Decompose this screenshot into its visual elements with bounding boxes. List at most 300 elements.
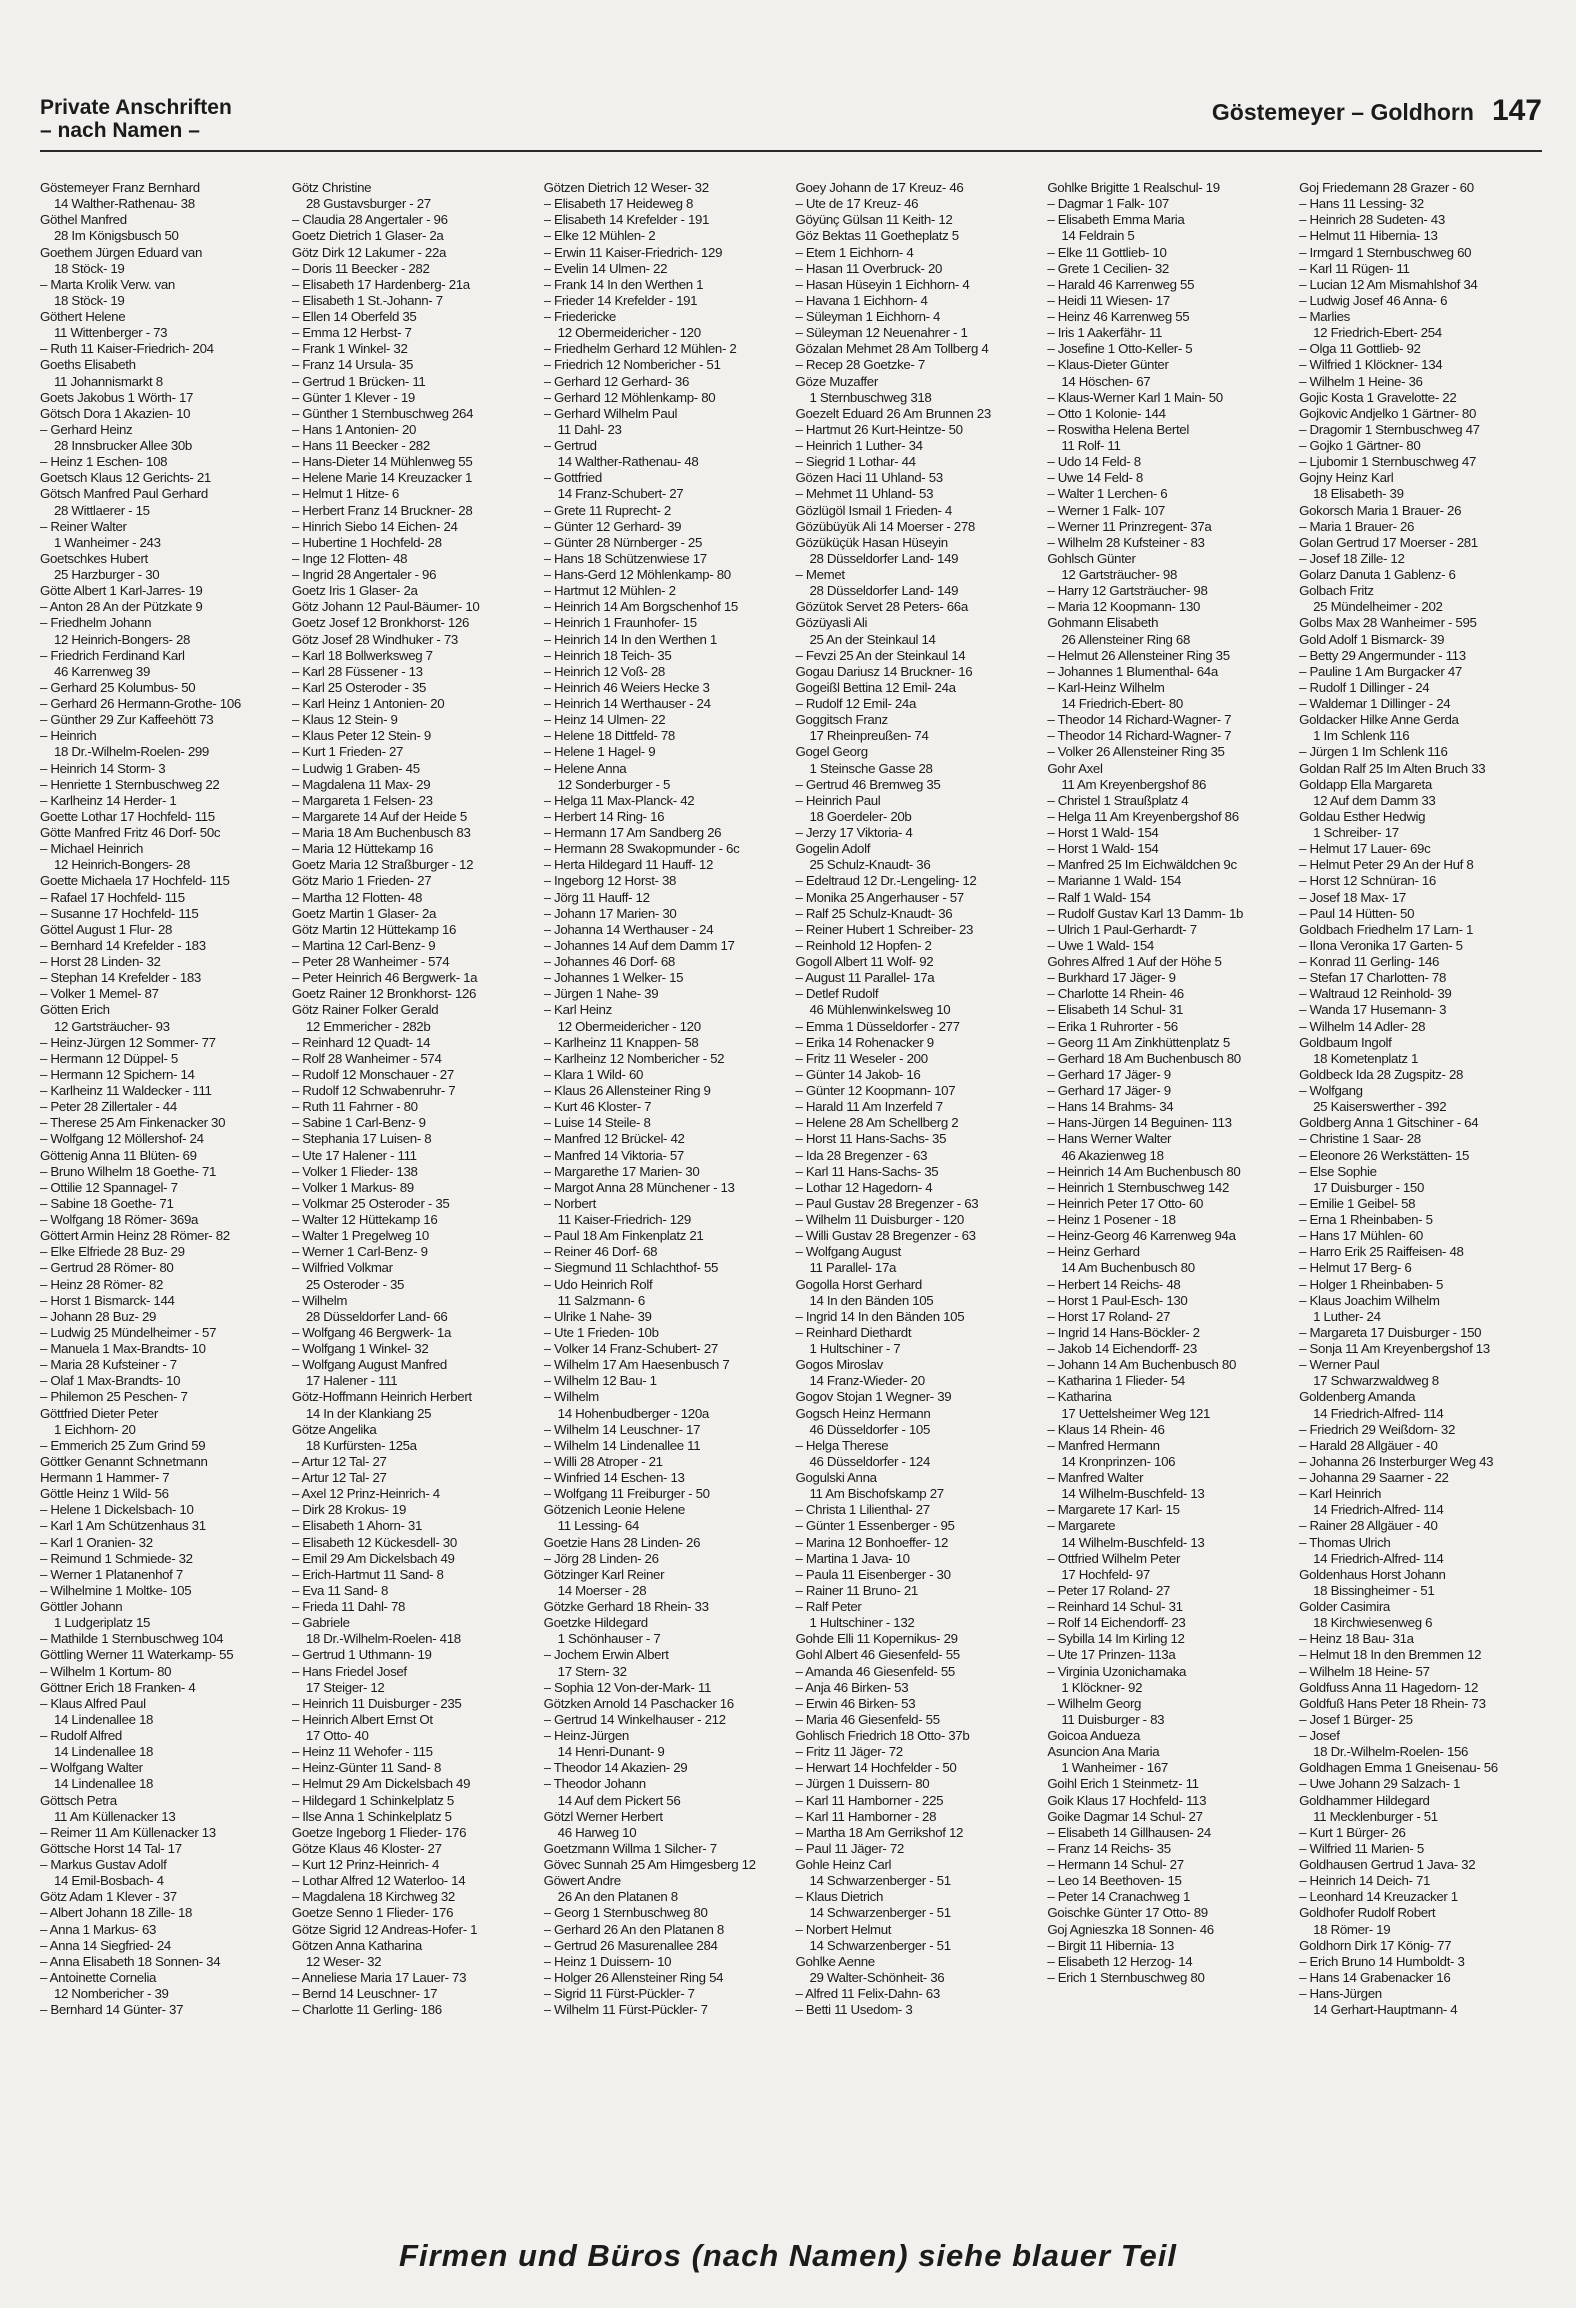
directory-entry-line: – Jörg 11 Hauff- 12 [543,889,650,905]
directory-entry-line: – Heinrich Albert Ernst Ot [291,1711,433,1727]
directory-entry-line: Gogau Dariusz 14 Bruckner- 16 [795,663,973,679]
directory-entry-line: – Ulrich 1 Paul-Gerhardt- 7 [1047,921,1197,937]
directory-entry-line: Goldberg Anna 1 Gitschiner - 64 [1299,1115,1479,1131]
directory-entry-line: – Heinz 14 Ulmen- 22 [543,712,666,728]
directory-entry-line: 28 Im Königsbusch 50 [54,228,179,244]
directory-entry-line: Gojic Kosta 1 Gravelotte- 22 [1299,389,1457,405]
directory-entry-line: Gohde Elli 11 Kopernikus- 29 [795,1631,958,1647]
directory-entry-line: – Betti 11 Usedom- 3 [795,2002,913,2018]
directory-entry-line: – Fevzi 25 An der Steinkaul 14 [795,647,966,663]
directory-entry-line: Goischke Günter 17 Otto- 89 [1047,1905,1208,1921]
directory-entry-line: 11 Dahl- 23 [557,421,622,437]
directory-entry-line: – Wolfgang 1 Winkel- 32 [291,1341,429,1356]
directory-entry-line: – Mehmet 11 Uhland- 53 [795,486,934,502]
directory-entry-line: – Heinz 1 Eschen- 108 [40,454,168,470]
directory-entry-line: – Josef 18 Zille- 12 [1299,550,1405,566]
directory-entry-line: – Rainer 11 Bruno- 21 [795,1582,918,1598]
directory-entry-line: – Amanda 46 Giesenfeld- 55 [795,1663,955,1679]
directory-entry-line: Goetz Iris 1 Glaser- 2a [291,583,418,599]
directory-entry-line: – Peter 28 Wanheimer - 574 [291,954,450,969]
directory-entry-line: – Thomas Ulrich [1299,1534,1391,1550]
directory-entry-line: Göttler Johann [40,1599,123,1614]
directory-entry-line: – Horst 12 Schnüran- 16 [1299,873,1436,889]
directory-entry-line: Göttel August 1 Flur- 28 [40,921,173,937]
directory-entry-line: – Kurt 12 Prinz-Heinrich- 4 [291,1857,440,1872]
directory-entry-line: – Elisabeth 14 Schul- 31 [1047,1002,1184,1018]
directory-entry-line: – Ljubomir 1 Sternbuschweg 47 [1299,454,1476,470]
directory-entry-line: – Johannes 14 Auf dem Damm 17 [543,937,735,953]
directory-entry-line: – Ludwig 1 Graben- 45 [291,760,420,776]
directory-entry-line: – Wilhelm 28 Kufsteiner - 83 [1047,534,1205,550]
directory-entry-line: Gogel Georg [795,744,868,760]
directory-entry-line: Goetz Rainer 12 Bronkhorst- 126 [291,986,477,1002]
directory-entry-line: – Horst 1 Wald- 154 [1047,825,1159,840]
directory-entry-line: Goggitsch Franz [795,712,888,728]
directory-entry-line: – Ottilie 12 Spannagel- 7 [40,1179,178,1195]
directory-entry-line: – Paul 11 Jäger- 72 [795,1840,904,1856]
directory-entry-line: Göttle Heinz 1 Wild- 56 [40,1486,169,1502]
directory-entry-line: – Doris 11 Beecker - 282 [291,260,430,276]
directory-entry-line: Goetze Senno 1 Flieder- 176 [291,1905,454,1921]
directory-entry-line: 1 Sternbuschweg 318 [809,389,932,405]
directory-entry-line: – Volker 26 Allensteiner Ring 35 [1047,744,1225,760]
directory-entry-line: – Günter 1 Essenberger - 95 [795,1518,955,1534]
directory-entry-line: Götze Angelika [291,1421,377,1437]
section-heading [40,96,232,142]
directory-entry-line: – Heinz 1 Posener - 18 [1047,1212,1176,1227]
directory-entry-line: 14 Wilhelm-Buschfeld- 13 [1061,1534,1205,1550]
directory-entry-line: – Martha 12 Flotten- 48 [291,889,422,905]
directory-entry-line: – Erika 14 Rohenacker 9 [795,1034,934,1050]
directory-entry-line: – Ingeborg 12 Horst- 38 [543,873,677,889]
directory-column [292,180,543,2235]
directory-entry-line: 46 Düsseldorfer - 124 [809,1453,931,1469]
directory-entry-line: Gözütok Servet 28 Peters- 66a [795,599,968,615]
directory-entry-line: – Harald 28 Allgäuer - 40 [1299,1437,1438,1453]
directory-entry-line: Götten Erich [40,1002,110,1018]
directory-entry-line: – Wilhelm [291,1292,348,1308]
directory-entry-line: – Horst 28 Linden- 32 [40,954,161,969]
directory-entry-line: – Antoinette Cornelia [40,1969,157,1985]
directory-entry-line: – Roswitha Helena Bertel [1047,421,1189,437]
directory-entry-line: – Wilhelm [543,1389,599,1405]
directory-entry-line: – Wilhelm 1 Kortum- 80 [40,1663,172,1679]
directory-entry-line: – Martina 1 Java- 10 [795,1550,910,1566]
directory-entry-line: – Anneliese Maria 17 Lauer- 73 [291,1969,467,1985]
directory-entry-line: – Heinrich 11 Duisburger - 235 [291,1695,462,1711]
directory-entry-line: – Frieda 11 Dahl- 78 [291,1599,406,1614]
directory-entry-line: – Peter 28 Zillertaler - 44 [40,1099,177,1115]
directory-entry-line: – Elisabeth 12 Kückesdell- 30 [291,1534,457,1550]
directory-entry-line: – Recep 28 Goetzke- 7 [795,357,925,373]
directory-entry-line: – Johann 14 Am Buchenbusch 80 [1047,1357,1237,1373]
directory-entry-line: – Gertrud [543,438,597,453]
directory-entry-line: Gogulski Anna [795,1470,877,1485]
directory-entry-line: Göttsche Horst 14 Tal- 17 [40,1840,182,1856]
directory-entry-line: – Memet [795,567,845,582]
directory-entry-line: – Alfred 11 Felix-Dahn- 63 [795,1986,940,2001]
directory-entry-line: – Evelin 14 Ulmen- 22 [543,260,668,276]
directory-entry-line: – Wilhelm 18 Heine- 57 [1299,1663,1430,1679]
directory-entry-line: – Otto 1 Kolonie- 144 [1047,405,1166,421]
directory-entry-line: 18 Stöck- 19 [54,260,125,276]
directory-entry-line: – Havana 1 Eichhorn- 4 [795,292,928,308]
directory-entry-line: – Artur 12 Tal- 27 [291,1470,387,1485]
directory-entry-line: – Friedericke [543,309,616,324]
directory-entry-line: – Günter 14 Jakob- 16 [795,1066,921,1082]
directory-entry-line: – Sigrid 11 Fürst-Pückler- 7 [543,1986,695,2001]
directory-entry-line: – Wolfgang August Manfred [291,1357,447,1373]
directory-entry-line: 1 Im Schlenk 116 [1313,728,1410,744]
directory-entry-line: – Sabine 18 Goethe- 71 [40,1195,174,1211]
directory-entry-line: 12 Obermeidericher - 120 [557,1018,701,1034]
directory-entry-line: – Erna 1 Rheinbaben- 5 [1299,1212,1433,1227]
directory-entry-line: 12 Nombericher - 39 [54,1986,169,2001]
directory-entry-line: 14 In den Bänden 105 [809,1292,934,1308]
directory-entry-line: – Wilhelm 11 Fürst-Pückler- 7 [543,2002,708,2018]
directory-entry-line: Götzen Dietrich 12 Weser- 32 [543,180,709,195]
directory-entry-line: – Ute de 17 Kreuz- 46 [795,196,919,212]
directory-entry-line: – Süleyman 1 Eichhorn- 4 [795,309,941,324]
directory-entry-line: – Anton 28 An der Pützkate 9 [40,599,203,615]
directory-entry-line: – Franz 14 Reichs- 35 [1047,1840,1171,1856]
directory-entry-line: – Kurt 46 Kloster- 7 [543,1099,652,1115]
directory-entry-line: 18 Römer- 19 [1313,1921,1391,1937]
directory-entry-line: Götz Josef 28 Windhuker - 73 [291,631,458,647]
directory-entry-line: – Konrad 11 Gerling- 146 [1299,954,1440,969]
directory-entry-line: – Klaus 12 Stein- 9 [291,712,398,728]
directory-entry-line: Göze Muzaffer [795,373,878,389]
directory-entry-line: – Rudolf 12 Emil- 24a [795,696,917,711]
directory-entry-line: – Etem 1 Eichhorn- 4 [795,244,914,260]
directory-entry-line: Gojny Heinz Karl [1299,470,1394,486]
directory-entry-line: 14 Franz-Wieder- 20 [809,1373,925,1389]
directory-entry-line: – Margarete 14 Auf der Heide 5 [291,808,467,824]
directory-entry-line: – Hermann 28 Swakopmunder - 6c [543,841,740,857]
directory-column [544,180,795,2235]
directory-entry-line: – Marina 12 Bonhoeffer- 12 [795,1534,949,1550]
directory-entry-line: – Horst 1 Wald- 154 [1047,841,1159,857]
directory-entry-line: – Ilona Veronika 17 Garten- 5 [1299,937,1463,953]
directory-entry-line: – Martha 18 Am Gerrikshof 12 [795,1824,964,1840]
directory-entry-line: – Ulrike 1 Nahe- 39 [543,1308,652,1324]
directory-entry-line: – Hubertine 1 Hochfeld- 28 [291,534,442,550]
directory-entry-line: – Helga 11 Am Kreyenbergshof 86 [1047,808,1239,824]
directory-entry-line: – Friedrich 12 Nombericher - 51 [543,357,721,373]
directory-entry-line: 11 Rolf- 11 [1061,438,1121,453]
directory-entry-line: Goetz Maria 12 Straßburger - 12 [291,857,474,873]
directory-entry-line: – Siegmund 11 Schlachthof- 55 [543,1260,719,1276]
directory-entry-line: Gohle Heinz Carl [795,1857,892,1872]
directory-entry-line: – Margot Anna 28 Münchener - 13 [543,1179,735,1195]
directory-entry-line: – Ottfried Wilhelm Peter [1047,1550,1181,1566]
directory-entry-line: – Helene 18 Dittfeld- 78 [543,728,675,744]
directory-entry-line: 11 Kaiser-Friedrich- 129 [557,1212,691,1227]
directory-entry-line: Golan Gertrud 17 Moerser - 281 [1299,534,1478,550]
directory-entry-line: – Heinz Gerhard [1047,1244,1140,1260]
directory-entry-line: Gogsch Heinz Hermann [795,1405,931,1421]
directory-entry-line: Goethem Jürgen Eduard van [40,244,202,260]
directory-entry-line: – Helga Therese [795,1437,889,1453]
directory-entry-line: – Maria 12 Koopmann- 130 [1047,599,1201,615]
directory-entry-line: – Bernhard 14 Krefelder - 183 [40,937,206,953]
directory-entry-line: – Wilfried 1 Klöckner- 134 [1299,357,1443,373]
directory-entry-line: – Walter 12 Hüttekamp 16 [291,1212,438,1227]
directory-entry-line: 14 Lindenallee 18 [54,1711,154,1727]
directory-entry-line: – Hans 18 Schützenwiese 17 [543,550,707,566]
directory-entry-line: – Friedrich Ferdinand Karl [40,647,185,663]
directory-entry-line: – Manfred 14 Viktoria- 57 [543,1147,684,1163]
directory-entry-line: – Kurt 1 Bürger- 26 [1299,1824,1406,1840]
directory-entry-line: Goetzie Hans 28 Linden- 26 [543,1534,701,1550]
directory-entry-line: – Gerhard Heinz [40,421,133,437]
directory-entry-line: Gogov Stojan 1 Wegner- 39 [795,1389,952,1405]
directory-entry-line: – Lothar Alfred 12 Waterloo- 14 [291,1873,466,1889]
directory-entry-line: Goldau Esther Hedwig [1299,808,1426,824]
directory-entry-line: – Uwe 1 Wald- 154 [1047,937,1154,953]
directory-entry-line: Gohres Alfred 1 Auf der Höhe 5 [1047,954,1222,969]
directory-entry-line: – Gertrud 46 Bremweg 35 [795,776,941,792]
directory-entry-line: – Heinz-Günter 11 Sand- 8 [291,1760,442,1776]
directory-entry-line: – Elke 12 Mühlen- 2 [543,228,656,244]
directory-entry-line: – Jakob 14 Eichendorff- 23 [1047,1341,1197,1356]
directory-entry-line: – Josef 1 Bürger- 25 [1299,1711,1413,1727]
directory-entry-line: – Stefan 17 Charlotten- 78 [1299,970,1447,986]
directory-entry-line: 18 Dr.-Wilhelm-Roelen- 299 [54,744,209,760]
directory-entry-line: – Karlheinz 12 Nombericher - 52 [543,1050,725,1066]
directory-entry-line: – Maria 46 Giesenfeld- 55 [795,1711,940,1727]
directory-entry-line: – Klaus 26 Allensteiner Ring 9 [543,1083,711,1098]
directory-entry-line: – Udo Heinrich Rolf [543,1276,653,1292]
directory-entry-line: Götsch Manfred Paul Gerhard [40,486,208,502]
directory-entry-line: – Theodor Johann [543,1776,646,1792]
directory-entry-line: – Albert Johann 18 Zille- 18 [40,1905,193,1921]
directory-entry-line: – Reinhard 14 Schul- 31 [1047,1599,1183,1614]
directory-entry-line: – Friedhelm Gerhard 12 Mühlen- 2 [543,341,737,357]
directory-entry-line: – Heinrich 14 Storm- 3 [40,760,166,776]
directory-entry-line: 1 Steinsche Gasse 28 [809,760,933,776]
directory-entry-line: – Iris 1 Aakerfähr- 11 [1047,325,1163,341]
directory-entry-line: – Elisabeth 17 Heideweg 8 [543,196,694,212]
directory-entry-line: Götte Manfred Fritz 46 Dorf- 50c [40,825,221,840]
directory-entry-line: Götze Klaus 46 Kloster- 27 [291,1840,442,1856]
directory-entry-line: – Hasan 11 Overbruck- 20 [795,260,943,276]
directory-entry-line: – Gabriele [291,1615,350,1631]
directory-entry-line: – Helmut Peter 29 An der Huf 8 [1299,857,1474,873]
directory-entry-line: – Luise 14 Steile- 8 [543,1115,651,1131]
directory-entry-line: 14 Schwarzenberger - 51 [809,1937,951,1953]
directory-entry-line: – Dagmar 1 Falk- 107 [1047,196,1169,212]
directory-entry-line: 11 Am Bischofskamp 27 [809,1486,944,1502]
directory-entry-line: – Helmut 17 Lauer- 69c [1299,841,1431,857]
directory-entry-line: – Harro Erik 25 Raiffeisen- 48 [1299,1244,1464,1260]
directory-entry-line: – Ingrid 28 Angertaler - 96 [291,567,437,582]
directory-entry-line: Goldhagen Emma 1 Gneisenau- 56 [1299,1760,1498,1776]
directory-entry-line: – Gerhard 17 Jäger- 9 [1047,1083,1171,1098]
directory-entry-line: 28 Düsseldorfer Land- 149 [809,583,959,599]
directory-entry-line: 11 Salzmann- 6 [557,1292,645,1308]
directory-entry-line: – Ute 17 Halener - 111 [291,1147,417,1163]
directory-entry-line: Göstemeyer Franz Bernhard [40,180,200,195]
directory-entry-line: – Gerhard 25 Kolumbus- 50 [40,679,196,695]
directory-entry-line: – Karl 18 Bollwerksweg 7 [291,647,433,663]
directory-entry-line: – Bernd 14 Leuschner- 17 [291,1986,438,2001]
directory-column [1047,180,1298,2235]
directory-entry-line: – Elisabeth 14 Gillhausen- 24 [1047,1824,1211,1840]
directory-entry-line: – Hartmut 26 Kurt-Heintze- 50 [795,421,963,437]
directory-entry-line: – Rolf 14 Eichendorff- 23 [1047,1615,1186,1631]
directory-entry-line: Göwert Andre [543,1873,621,1889]
directory-entry-line: – Margarete 17 Karl- 15 [1047,1502,1180,1518]
directory-entry-line: – Werner 1 Platanenhof 7 [40,1566,183,1582]
directory-entry-line: – Else Sophie [1299,1163,1377,1179]
directory-entry-line: Göttling Werner 11 Waterkamp- 55 [40,1647,234,1663]
directory-entry-line: Göthert Helene [40,309,126,324]
directory-entry-line: 11 Duisburger - 83 [1061,1711,1165,1727]
directory-entry-line: Gohmann Elisabeth [1047,615,1159,631]
directory-entry-line: 17 Halener - 111 [305,1373,398,1389]
directory-entry-line: Goetz Martin 1 Glaser- 2a [291,905,437,921]
directory-entry-line: Gözlügöl Ismail 1 Frieden- 4 [795,502,952,518]
directory-entry-line: 1 Wanheimer - 243 [54,534,161,550]
directory-entry-line: – Hildegard 1 Schinkelplatz 5 [291,1792,454,1808]
directory-entry-line: – Heinrich 12 Voß- 28 [543,663,665,679]
directory-entry-line: – Axel 12 Prinz-Heinrich- 4 [291,1486,440,1502]
directory-entry-line: Göttfried Dieter Peter [40,1405,158,1421]
directory-entry-line: – Herbert Franz 14 Bruckner- 28 [291,502,473,518]
directory-entry-line: – Heinz-Jürgen [543,1728,629,1743]
directory-entry-line: – Maria 28 Kufsteiner - 7 [40,1357,177,1373]
directory-entry-line: – Sybilla 14 Im Kirling 12 [1047,1631,1185,1647]
directory-entry-line: – Volker 14 Franz-Schubert- 27 [543,1341,718,1356]
directory-entry-line: – Günter 12 Gerhard- 39 [543,518,682,534]
directory-entry-line: – Johanna 29 Saarner - 22 [1299,1470,1449,1485]
directory-entry-line: – Ruth 11 Kaiser-Friedrich- 204 [40,341,214,357]
directory-entry-line: – Helene 28 Am Schellberg 2 [795,1115,959,1131]
directory-entry-line: – Birgit 11 Hibernia- 13 [1047,1937,1174,1953]
directory-entry-line: Götz-Hoffmann Heinrich Herbert [291,1389,472,1405]
directory-entry-line: – Johannes 1 Welker- 15 [543,970,684,986]
directory-entry-line: Gözen Haci 11 Uhland- 53 [795,470,943,486]
directory-entry-line: – Rudolf 12 Monschauer - 27 [291,1066,454,1082]
directory-entry-line: – Horst 1 Bismarck- 144 [40,1292,175,1308]
directory-entry-line: Göttker Genannt Schnetmann [40,1453,208,1469]
directory-entry-line: – Monika 25 Angerhauser - 57 [795,889,964,905]
directory-entry-line: – Anna 1 Markus- 63 [40,1921,157,1937]
directory-entry-line: – Rudolf 1 Dillinger - 24 [1299,679,1430,695]
directory-entry-line: Götzen Anna Katharina [291,1937,422,1953]
directory-entry-line: – Klaus Dietrich [795,1889,884,1905]
directory-entry-line: – Waltraud 12 Reinhold- 39 [1299,986,1452,1002]
directory-entry-line: – Manfred 12 Brückel- 42 [543,1131,685,1147]
directory-entry-line: – Manuela 1 Max-Brandts- 10 [40,1341,206,1356]
directory-entry-line: 14 Lindenallee 18 [54,1744,154,1760]
directory-entry-line: Goldapp Ella Margareta [1299,776,1432,792]
directory-entry-line: 12 Auf dem Damm 33 [1313,792,1436,808]
directory-entry-line: – Ute 17 Prinzen- 113a [1047,1647,1176,1663]
directory-entry-line: – Herwart 14 Hochfelder - 50 [795,1760,957,1776]
directory-entry-line: – Heinrich 1 Fraunhofer- 15 [543,615,697,631]
directory-entry-line: – Gerhard Wilhelm Paul [543,405,678,421]
directory-entry-line: – Karlheinz 14 Herder- 1 [40,792,177,808]
directory-entry-line: Götze Sigrid 12 Andreas-Hofer- 1 [291,1921,478,1937]
directory-entry-line: – Eva 11 Sand- 8 [291,1582,388,1598]
directory-entry-line: 14 Schwarzenberger - 51 [809,1905,951,1921]
directory-entry-line: – Peter 14 Cranachweg 1 [1047,1889,1191,1905]
directory-entry-line: – Helene 1 Dickelsbach- 10 [40,1502,194,1518]
directory-entry-line: – Paul Gustav 28 Bregenzer - 63 [795,1195,979,1211]
directory-entry-line: – Hans Friedel Josef [291,1663,407,1679]
directory-entry-line: – Heinz 18 Bau- 31a [1299,1631,1414,1647]
directory-entry-line: – Hans Werner Walter [1047,1131,1172,1147]
directory-entry-line: 25 Mündelheimer - 202 [1313,599,1443,615]
directory-entry-line: – Reimund 1 Schmiede- 32 [40,1550,193,1566]
directory-entry-line: – Erika 1 Ruhrorter - 56 [1047,1018,1178,1034]
directory-entry-line: – Ingrid 14 Hans-Böckler- 2 [1047,1324,1200,1340]
directory-entry-line: 11 Johannismarkt 8 [54,373,163,389]
directory-entry-line: Goets Jakobus 1 Wörth- 17 [40,389,194,405]
directory-entry-line: – Reiner 46 Dorf- 68 [543,1244,658,1260]
directory-entry-line: – Waldemar 1 Dillinger - 24 [1299,696,1451,711]
directory-entry-line: – Rudolf Gustav Karl 13 Damm- 1b [1047,905,1244,921]
directory-entry-line: 25 Harzburger - 30 [54,567,160,582]
directory-entry-line: Götzken Arnold 14 Paschacker 16 [543,1695,734,1711]
directory-entry-line: – Dragomir 1 Sternbuschweg 47 [1299,421,1480,437]
directory-entry-line: – Holger 26 Allensteiner Ring 54 [543,1969,724,1985]
directory-entry-line: – Helmut 26 Allensteiner Ring 35 [1047,647,1230,663]
directory-entry-line: Gohlke Brigitte 1 Realschul- 19 [1047,180,1220,195]
directory-entry-line: Goetz Josef 12 Bronkhorst- 126 [291,615,470,631]
directory-entry-line: 14 Wilhelm-Buschfeld- 13 [1061,1486,1205,1502]
directory-entry-line: Götzinger Karl Reiner [543,1566,665,1582]
directory-entry-line: – Elisabeth 12 Herzog- 14 [1047,1953,1193,1969]
directory-entry-line: – Ralf Peter [795,1599,862,1614]
directory-entry-line: Götz Mario 1 Frieden- 27 [291,873,432,889]
directory-entry-line: – Horst 1 Paul-Esch- 130 [1047,1292,1188,1308]
directory-entry-line: Götz Martin 12 Hüttekamp 16 [291,921,457,937]
directory-entry-line: – Günther 29 Zur Kaffeehött 73 [40,712,214,728]
directory-entry-line: 17 Hochfeld- 97 [1061,1566,1150,1582]
directory-entry-line: Goey Johann de 17 Kreuz- 46 [795,180,964,195]
directory-entry-line: – Rudolf Alfred [40,1728,122,1743]
directory-entry-line: – Wilhelm 1 Heine- 36 [1299,373,1423,389]
directory-entry-line: Goetsch Klaus 12 Gerichts- 21 [40,470,211,486]
directory-entry-line: – Johanna 26 Insterburger Weg 43 [1299,1453,1494,1469]
directory-entry-line: Goicoa Anduezа [1047,1728,1140,1743]
directory-entry-line: 12 Gartsträucher- 93 [54,1018,170,1034]
directory-entry-line: – Margareta 1 Felsen- 23 [291,792,433,808]
directory-entry-line: Goldbach Friedhelm 17 Larn- 1 [1299,921,1474,937]
directory-entry-line: 17 Stern- 32 [557,1663,627,1679]
directory-entry-line: – Wolfgang 12 Möllershof- 24 [40,1131,204,1147]
directory-entry-line: Goldfuss Anna 11 Hagedorn- 12 [1299,1679,1478,1695]
directory-entry-line: – Hans 11 Beecker - 282 [291,438,430,453]
directory-entry-line: 14 Friedrich-Alfred- 114 [1313,1405,1444,1421]
directory-entry-line: – Christa 1 Lilienthal- 27 [795,1502,930,1518]
directory-entry-line: Goldhofer Rudolf Robert [1299,1905,1436,1921]
directory-entry-line: 17 Rheinpreußen- 74 [809,728,929,744]
directory-entry-line: Göttsch Petra [40,1792,117,1808]
directory-entry-line: – Karl 11 Hans-Sachs- 35 [795,1163,939,1179]
directory-entry-line: – Jürgen 1 Im Schlenk 116 [1299,744,1448,760]
directory-entry-line: – Burkhard 17 Jäger- 9 [1047,970,1176,986]
header-rule [40,150,1542,152]
directory-entry-line: – Hans-Gerd 12 Möhlenkamp- 80 [543,567,731,582]
directory-entry-line: – Johann 28 Buz- 29 [40,1308,157,1324]
directory-entry-line: – Günter 1 Klever - 19 [291,389,415,405]
directory-entry-line: – Peter 17 Roland- 27 [1047,1582,1171,1598]
directory-entry-line: – Walter 1 Pregelweg 10 [291,1228,429,1244]
